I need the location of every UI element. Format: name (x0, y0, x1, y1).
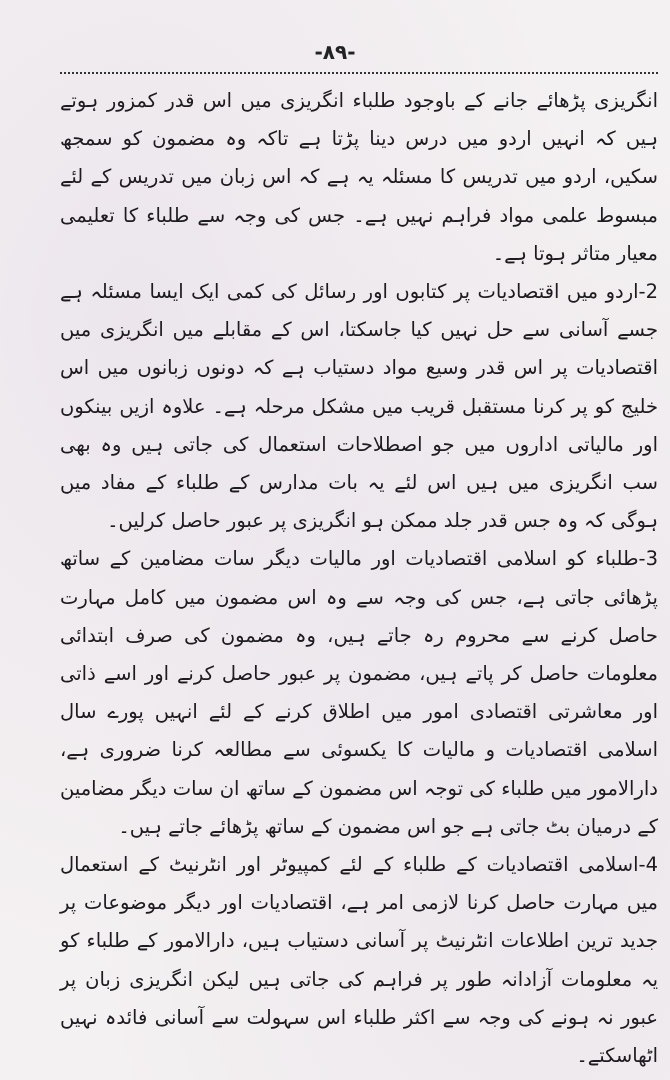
paragraph-point-2: 2-اردو میں اقتصادیات پر کتابوں اور رسائل کی کمی ایک ایسا مسئلہ ہے جسے آسانی سے حل نہیں کیا جاسکتا، اس کے مقابلے میں انگریزی میں اقتصادیات پر اس قدر وسیع مواد دستیاب ہے کہ دونوں زبانوں میں اس خلیج کو پر کرنا مستقبل قریب میں مشکل مرحلہ ہے۔ علاوہ ازیں بینکوں اور مالیاتی اداروں میں جو اصطلاحات استعمال کی جاتی ہیں وہ بھی سب انگریزی میں ہیں اس لئے یہ بات مدارس کے طلباء کے مفاد میں ہوگی کہ وہ جس قدر جلد ممکن ہو انگریزی پر عبور حاصل کرلیں۔ (60, 280, 658, 533)
body-text (60, 82, 658, 1075)
page-number: -۸۹- (314, 40, 356, 64)
header-dotted-rule (60, 72, 658, 74)
paragraph-intro: انگریزی پڑھائے جانے کے باوجود طلباء انگریزی میں اس قدر کمزور ہوتے ہیں کہ انہیں اردو میں درس دینا پڑتا ہے تاکہ وہ مضمون کو سمجھ سکیں، اردو میں تدریس کا مسئلہ یہ ہے کہ اس زبان میں تدریس کے لئے مبسوط علمی مواد فراہم نہیں ہے۔ جس کی وجہ سے طلباء کا تعلیمی معیار متاثر ہوتا ہے۔ (60, 89, 658, 265)
paragraph-point-3: 3-طلباء کو اسلامی اقتصادیات اور مالیات دیگر سات مضامین کے ساتھ پڑھائی جاتی ہے، جس کی وجہ سے وہ اس مضمون میں کامل مہارت حاصل کرنے سے محروم رہ جاتے ہیں، وہ مضمون کی صرف ابتدائی معلومات حاصل کر پاتے ہیں، مضمون پر عبور حاصل کرنے اور اسے ذاتی اور معاشرتی اقتصادی امور میں اطلاق کرنے کے لئے انہیں پورے سال اسلامی اقتصادیات و مالیات کا یکسوئی سے مطالعہ کرنا ضروری ہے، دارالامور میں طلباء کی توجہ اس مضمون کے ساتھ ان سات دیگر مضامین کے درمیان بٹ جاتی ہے جو اس مضمون کے ساتھ پڑھائے جاتے ہیں۔ (60, 547, 658, 838)
paragraph-point-4: 4-اسلامی اقتصادیات کے طلباء کے لئے کمپیوٹر اور انٹرنیٹ کے استعمال میں مہارت حاصل کرنا لازمی امر ہے، اقتصادیات اور دیگر موضوعات پر جدید ترین اطلاعات انٹرنیٹ پر آسانی دستیاب ہیں، دارالامور کے طلباء کو یہ معلومات آزادانہ طور پر فراہم کی جاتی ہیں لیکن انگریزی زبان پر عبور نہ ہونے کی وجہ سے اکثر طلباء اس سہولت سے آسانی فائدہ نہیں اٹھاسکتے۔ (60, 853, 658, 1068)
